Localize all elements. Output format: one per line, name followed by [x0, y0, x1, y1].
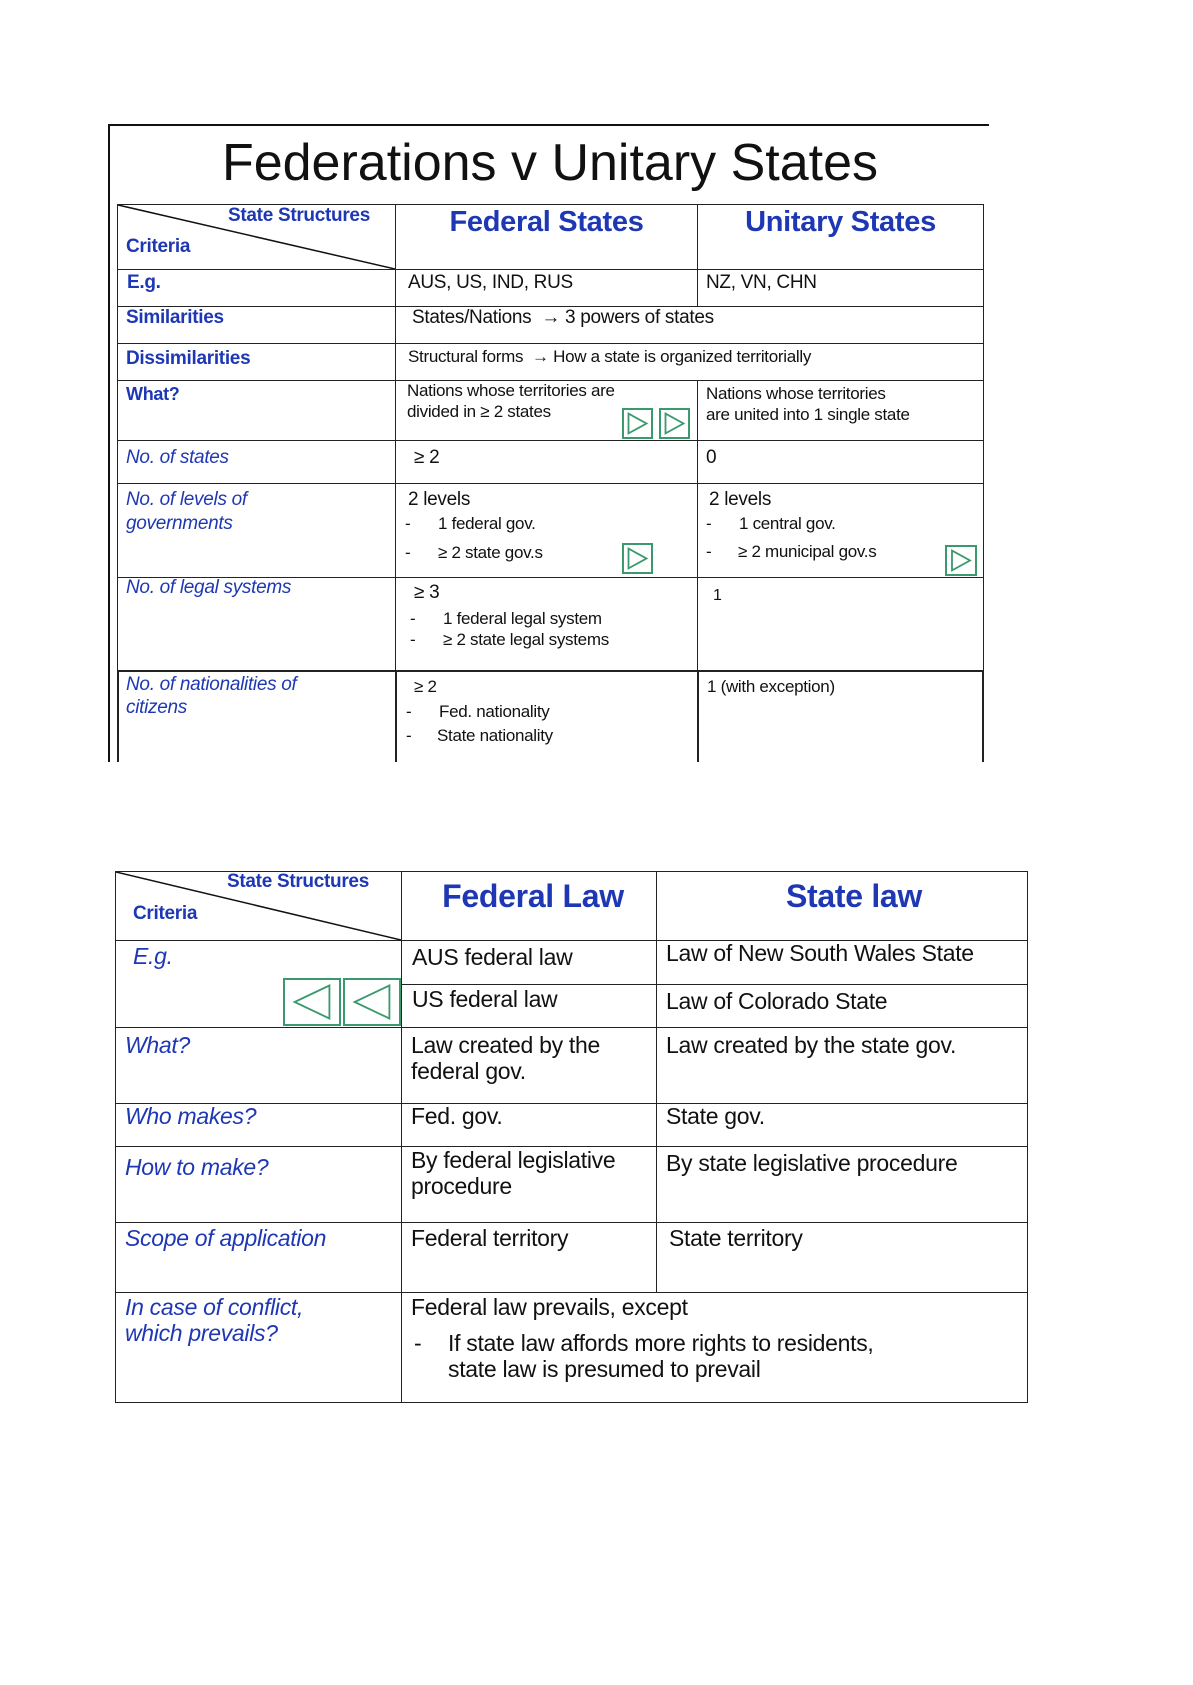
- cell-text: Law of New South Wales State: [666, 940, 974, 966]
- row-label: No. of nationalities of: [126, 674, 297, 695]
- cell-text: Fed. gov.: [411, 1103, 503, 1129]
- previous-button[interactable]: [283, 978, 341, 1026]
- border: [697, 670, 699, 762]
- cell-text: Structural forms → How a state is organized territorially: [408, 347, 812, 366]
- row-label: How to make?: [125, 1154, 269, 1180]
- row-label: What?: [126, 384, 180, 404]
- row-label: In case of conflict,: [125, 1294, 304, 1320]
- cell-text: 2 levels: [408, 489, 471, 510]
- cell-text: Federal law prevails, except: [411, 1294, 688, 1320]
- next-button[interactable]: [945, 545, 977, 576]
- row-label: Who makes?: [125, 1103, 257, 1129]
- cell-text: 2 levels: [709, 489, 772, 510]
- play-left-icon: [345, 980, 399, 1024]
- cell-text: 1 federal gov.: [438, 514, 536, 533]
- slide-frame-top: [108, 124, 989, 126]
- next-button[interactable]: [659, 408, 690, 439]
- next-button[interactable]: [622, 543, 653, 574]
- cell-text: States/Nations → 3 powers of states: [412, 307, 714, 328]
- cell-text: Fed. nationality: [439, 702, 550, 721]
- corner-bottom-label: Criteria: [126, 236, 191, 257]
- cell-text: ≥ 2 state legal systems: [443, 630, 609, 649]
- play-right-icon: [661, 410, 688, 437]
- column-header-federal: Federal States: [449, 206, 644, 238]
- dash: -: [406, 726, 412, 745]
- row-label: governments: [126, 513, 233, 534]
- cell-text: Law of Colorado State: [666, 988, 888, 1014]
- cell-text: ≥ 3: [414, 582, 440, 603]
- cell-text: 1 central gov.: [739, 514, 836, 533]
- play-right-icon: [624, 410, 651, 437]
- dash: -: [410, 609, 416, 628]
- border: [982, 670, 984, 762]
- cell-text: ≥ 2 municipal gov.s: [738, 542, 877, 561]
- cell-text: AUS, US, IND, RUS: [408, 272, 573, 293]
- row-label: Dissimilarities: [126, 348, 251, 369]
- cell-text: Federal territory: [411, 1225, 569, 1251]
- row-label: No. of legal systems: [126, 577, 292, 598]
- cell-text: State territory: [669, 1225, 803, 1251]
- cell-text: ≥ 2: [414, 447, 440, 468]
- cell-text: Law created by the: [411, 1032, 600, 1058]
- cell-text: By state legislative procedure: [666, 1150, 958, 1176]
- cell-text: By federal legislative: [411, 1147, 616, 1173]
- row-label: Similarities: [126, 307, 224, 328]
- play-left-icon: [285, 980, 339, 1024]
- dash: -: [706, 542, 712, 561]
- row-label: No. of levels of: [126, 489, 247, 510]
- cell-text: US federal law: [412, 986, 558, 1012]
- cell-text: NZ, VN, CHN: [706, 272, 817, 293]
- table-cell: [697, 440, 984, 484]
- border: [395, 670, 397, 762]
- cell-text: Nations whose territories: [706, 384, 886, 403]
- border: [117, 670, 119, 762]
- cell-text: AUS federal law: [412, 944, 573, 970]
- page-title: Federations v Unitary States: [221, 134, 879, 192]
- play-right-icon: [624, 545, 651, 572]
- dash: -: [414, 1330, 422, 1356]
- dash: -: [706, 514, 712, 533]
- cell-text: procedure: [411, 1173, 512, 1199]
- play-right-icon: [947, 547, 975, 574]
- cell-text: State nationality: [437, 726, 553, 745]
- dash: -: [405, 514, 411, 533]
- cell-text: If state law affords more rights to residents,: [448, 1330, 874, 1356]
- column-header-state-law: State law: [785, 878, 923, 914]
- row-label: E.g.: [133, 943, 173, 969]
- cell-text: federal gov.: [411, 1058, 526, 1084]
- cell-text: ≥ 2 state gov.s: [438, 543, 543, 562]
- next-button[interactable]: [622, 408, 653, 439]
- previous-button[interactable]: [343, 978, 401, 1026]
- row-label: citizens: [126, 697, 187, 718]
- corner-bottom-label: Criteria: [133, 903, 198, 924]
- dash: -: [406, 702, 412, 721]
- cell-text: divided in ≥ 2 states: [407, 402, 551, 421]
- row-label: Scope of application: [125, 1225, 327, 1251]
- table-cell: [697, 577, 984, 671]
- corner-top-label: State Structures: [228, 205, 370, 226]
- row-label: What?: [125, 1032, 190, 1058]
- column-header-unitary: Unitary States: [745, 206, 936, 238]
- cell-text: state law is presumed to prevail: [448, 1356, 761, 1382]
- cell-text: State gov.: [666, 1103, 765, 1129]
- cell-text: 1 (with exception): [707, 677, 835, 696]
- row-label: No. of states: [126, 447, 229, 468]
- cell-text: Law created by the state gov.: [666, 1032, 957, 1058]
- dash: -: [410, 630, 416, 649]
- dash: -: [405, 543, 411, 562]
- row-label: E.g.: [127, 272, 161, 293]
- cell-text: are united into 1 single state: [706, 405, 910, 424]
- slide-frame-left: [108, 124, 110, 762]
- cell-text: 1: [713, 587, 722, 604]
- corner-top-label: State Structures: [227, 871, 369, 892]
- table-cell: [395, 440, 698, 484]
- cell-text: Nations whose territories are: [407, 381, 615, 400]
- cell-text: 0: [706, 447, 717, 468]
- cell-text: ≥ 2: [414, 677, 437, 696]
- row-label: which prevails?: [125, 1320, 278, 1346]
- cell-text: 1 federal legal system: [443, 609, 602, 628]
- border: [117, 670, 984, 672]
- column-header-federal-law: Federal Law: [442, 878, 624, 914]
